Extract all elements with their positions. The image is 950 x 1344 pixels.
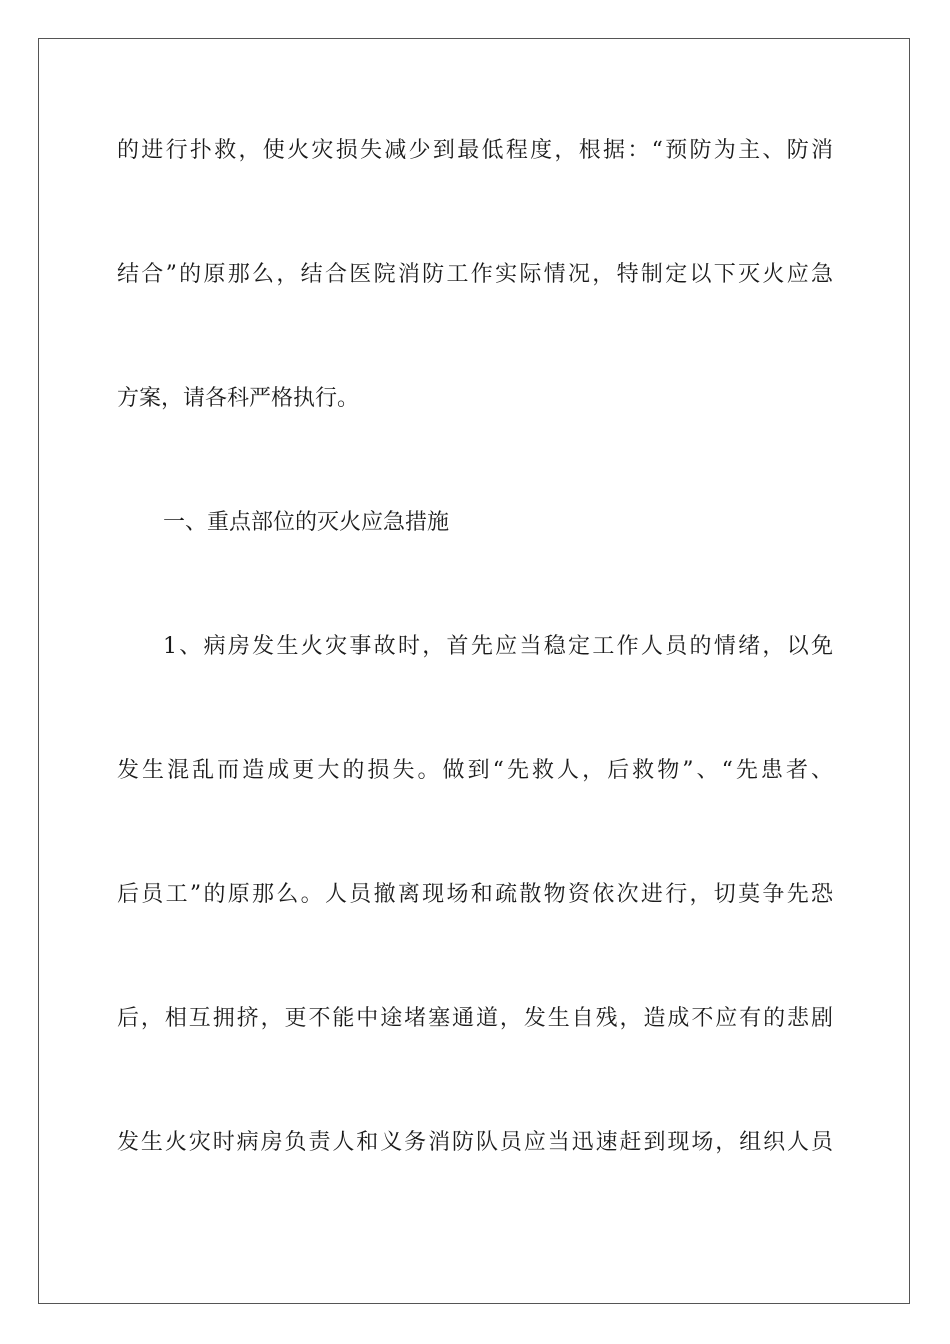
paragraph-line: 的进行扑救，使火灾损失减少到最低程度，根据：“预防为主、防消	[117, 138, 833, 163]
paragraph-line: 后，相互拥挤，更不能中途堵塞通道，发生自残，造成不应有的悲剧	[117, 1006, 833, 1031]
page-border	[38, 38, 910, 1304]
paragraph-line: 后员工”的原那么。人员撤离现场和疏散物资依次进行，切莫争先恐	[117, 882, 833, 907]
paragraph-line: 1、病房发生火灾事故时，首先应当稳定工作人员的情绪，以免	[163, 634, 833, 659]
paragraph-line: 发生混乱而造成更大的损失。做到“先救人，后救物”、“先患者、	[117, 758, 833, 783]
paragraph-line: 发生火灾时病房负责人和义务消防队员应当迅速赶到现场，组织人员	[117, 1130, 833, 1155]
paragraph-line: 方案，请各科严格执行。	[117, 386, 360, 411]
paragraph-line: 结合”的原那么，结合医院消防工作实际情况，特制定以下灭火应急	[117, 262, 833, 287]
section-heading: 一、重点部位的灭火应急措施	[163, 510, 450, 535]
